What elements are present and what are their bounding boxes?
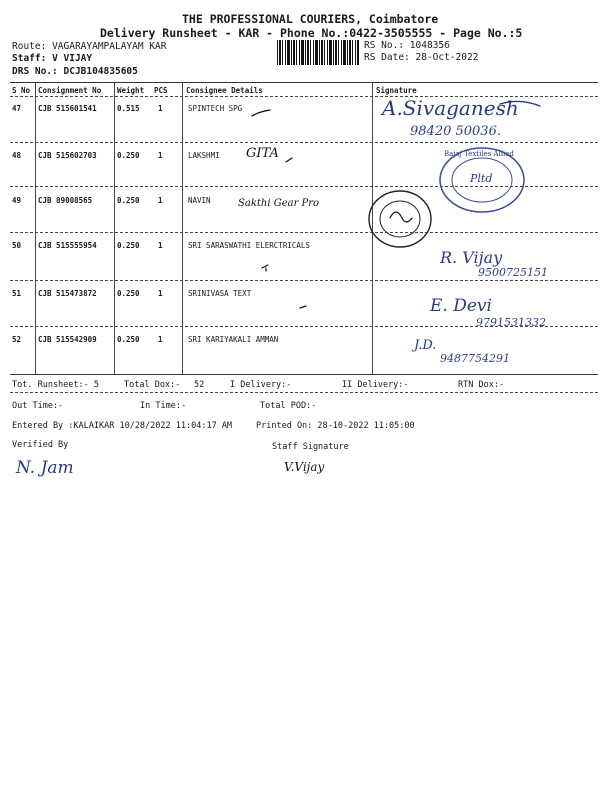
row-consignment: CJB 515473872 [38,289,97,298]
rs-date-value: 28-Oct-2022 [415,52,479,63]
row-sno: 49 [12,196,22,205]
row-pcs: 1 [158,289,163,298]
row2-pen-mark [286,158,292,162]
drs-label: DRS No.: [12,66,58,77]
row-weight: 0.515 [117,104,140,113]
row-consignment: CJB 515601541 [38,104,97,113]
tot-runsheet: Tot. Runsheet:- 5 [12,380,99,390]
runsheet-subtitle: Delivery Runsheet - KAR - Phone No.:0422-3505555 - Page No.:5 [100,26,523,40]
round-seal-ring [366,188,434,250]
verified-signature: N. Jam [16,458,74,478]
row-consignee: SRI KARIYAKALI AMMAN [188,335,279,344]
row-consignee: SRINIVASA TEXT [188,289,252,298]
column-header-signature: Signature [376,86,417,95]
row4-phone: 9500725151 [478,266,548,279]
column-header-sno: S No [12,86,31,95]
route-label: Route: [12,41,47,52]
route-value: VAGARAYAMPALAYAM KAR [52,41,167,52]
row5-signature: E. Devi [430,296,492,316]
rs-no-value: 1048356 [409,40,450,51]
row-sno: 51 [12,289,22,298]
row3-note: Sakthi Gear Pro [238,198,320,209]
round-seal [366,188,434,250]
row5-pen-mark [300,306,306,308]
row6-signature: J.D. [414,338,437,353]
row-consignment: CJB 515602703 [38,151,97,160]
row-weight: 0.250 [117,196,140,205]
total-dox-label: Total Dox:- [124,380,181,390]
total-dox-value: 52 [194,380,205,390]
staff-label: Staff: [12,53,47,64]
row-weight: 0.250 [117,241,140,250]
row2-note: GITA [246,146,279,161]
column-header-weight: Weight [117,86,145,95]
rs-date-label: RS Date: [364,52,410,63]
row-sno: 50 [12,241,22,250]
total-pod: Total POD:- [260,401,317,411]
row4-signature: R. Vijay [440,248,503,267]
verified-by-label: Verified By [12,440,69,450]
staff-signature-mark: V.Vijay [284,460,325,474]
row-consignment: CJB 515555954 [38,241,97,250]
column-header-pcs: PCS [154,86,168,95]
row-weight: 0.250 [117,151,140,160]
row4-pen-mark [262,265,268,271]
row-pcs: 1 [158,151,163,160]
row-consignee: SRI SARASWATHI ELERCTRICALS [188,241,310,250]
row1-signature-flourish [500,101,540,106]
staff-value: V VIJAY [52,53,93,64]
column-header-consignee: Consignee Details [186,86,263,95]
company-title: THE PROFESSIONAL COURIERS, Coimbatore [182,12,439,26]
row1-underline-stroke [252,110,270,116]
row-consignment: CJB 515542909 [38,335,97,344]
row-sno: 47 [12,104,22,113]
in-time: In Time:- [140,401,187,411]
row-consignee: SPINTECH SPG [188,104,243,113]
staff-signature-label: Staff Signature [272,442,349,452]
row-pcs: 1 [158,241,163,250]
row-sno: 48 [12,151,22,160]
row6-phone: 9487754291 [440,352,510,365]
row-pcs: 1 [158,104,163,113]
row-consignee: NAVIN [188,196,211,205]
row-sno: 52 [12,335,22,344]
out-time: Out Time:- [12,401,64,411]
row5-phone: 9791531332 [476,316,546,329]
row-weight: 0.250 [117,335,140,344]
i-delivery: I Delivery:- [230,380,292,390]
column-header-consignment: Consignment No [38,86,102,95]
stamp-center: Pltd [470,172,493,185]
row1-phone: 98420 50036. [410,124,501,139]
ii-delivery: II Delivery:- [342,380,409,390]
row-consignee: LAKSHMI [188,151,220,160]
row-consignment: CJB 89008565 [38,196,93,205]
row-pcs: 1 [158,335,163,344]
company-stamp [430,144,530,218]
totals-rule [10,392,598,393]
row-pcs: 1 [158,196,163,205]
stamp-text: Bajaj Textiles Allied [444,150,514,158]
printed-on: Printed On: 28-10-2022 11:05:00 [256,421,415,431]
rs-no-label: RS No.: [364,40,405,51]
rtn-dox: RTN Dox:- [458,380,505,390]
row-weight: 0.250 [117,289,140,298]
row1-signature: A.Sivaganesh [382,96,519,120]
drs-value: DCJB104835605 [63,66,138,77]
entered-by: Entered By :KALAIKAR 10/28/2022 11:04:17 AM [12,421,233,431]
